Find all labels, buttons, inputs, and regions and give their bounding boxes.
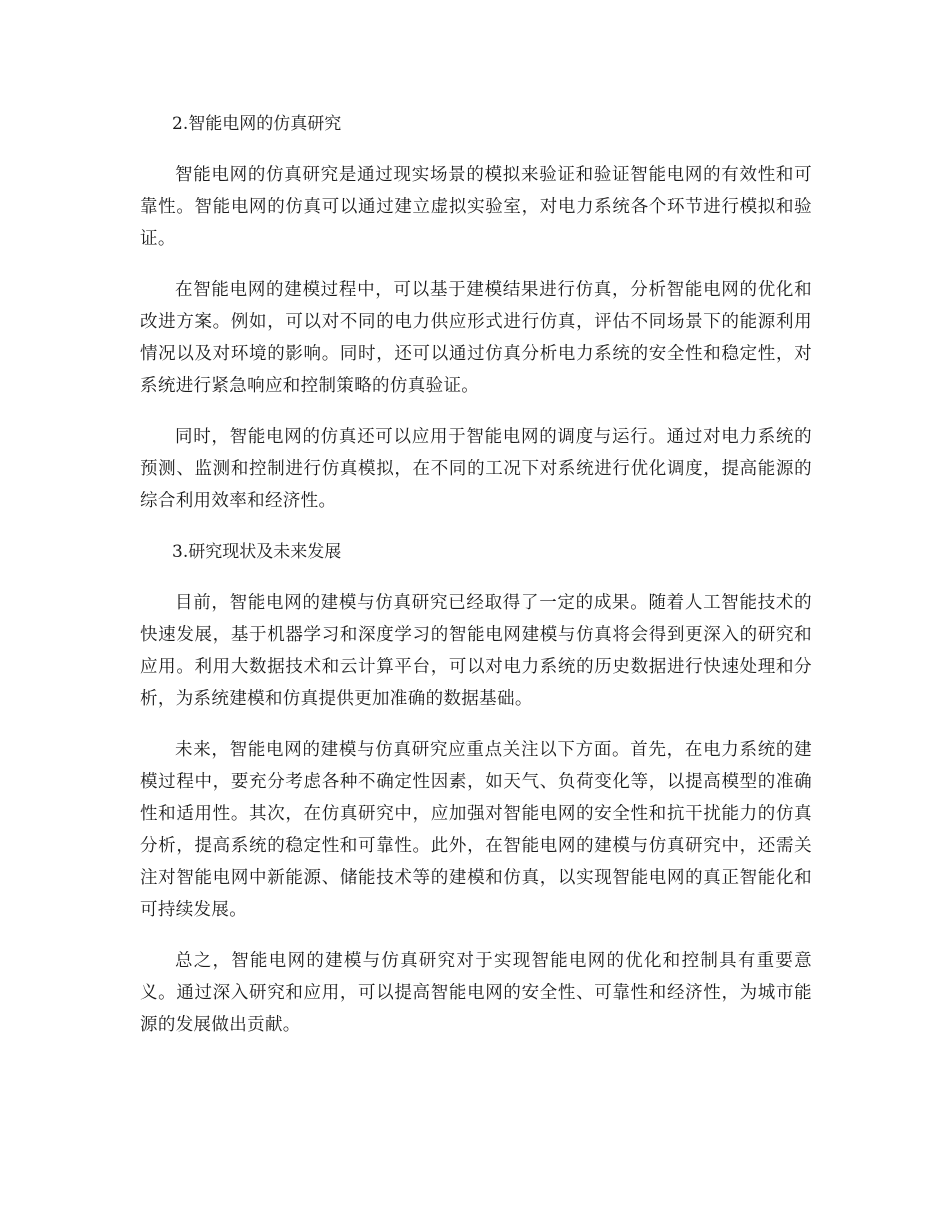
- paragraph: 在智能电网的建模过程中，可以基于建模结果进行仿真，分析智能电网的优化和改进方案。例如，可以对不同的电力供应形式进行仿真，评估不同场景下的能源利用情况以及对环境的影响。同时，还可以通过仿真分析电力系统的安全性和稳定性，对系统进行紧急响应和控制策略的仿真验证。: [140, 280, 812, 396]
- paragraph: 目前，智能电网的建模与仿真研究已经取得了一定的成果。随着人工智能技术的快速发展，基于机器学习和深度学习的智能电网建模与仿真将会得到更深入的研究和应用。利用大数据技术和云计算平台，可以对电力系统的历史数据进行快速处理和分析，为系统建模和仿真提供更加准确的数据基础。: [140, 593, 812, 709]
- section-heading-simulation: 2.智能电网的仿真研究: [172, 114, 342, 134]
- paragraph: 智能电网的仿真研究是通过现实场景的模拟来验证和验证智能电网的有效性和可靠性。智能电网的仿真可以通过建立虚拟实验室，对电力系统各个环节进行模拟和验证。: [140, 165, 812, 249]
- paragraph: 未来，智能电网的建模与仿真研究应重点关注以下方面。首先，在电力系统的建模过程中，要充分考虑各种不确定性因素，如天气、负荷变化等，以提高模型的准确性和适用性。其次，在仿真研究中，应加强对智能电网的安全性和抗干扰能力的仿真分析，提高系统的稳定性和可靠性。此外，在智能电网的建模与仿真研究中，还需关注对智能电网中新能源、储能技术等的建模和仿真，以实现智能电网的真正智能化和可持续发展。: [140, 740, 812, 920]
- document-body: [140, 108, 812, 1060]
- paragraph: 同时，智能电网的仿真还可以应用于智能电网的调度与运行。通过对电力系统的预测、监测和控制进行仿真模拟，在不同的工况下对系统进行优化调度，提高能源的综合利用效率和经济性。: [140, 427, 812, 511]
- section-heading-status-future: 3.研究现状及未来发展: [172, 542, 342, 562]
- paragraph: 总之，智能电网的建模与仿真研究对于实现智能电网的优化和控制具有重要意义。通过深入研究和应用，可以提高智能电网的安全性、可靠性和经济性，为城市能源的发展做出贡献。: [140, 951, 812, 1035]
